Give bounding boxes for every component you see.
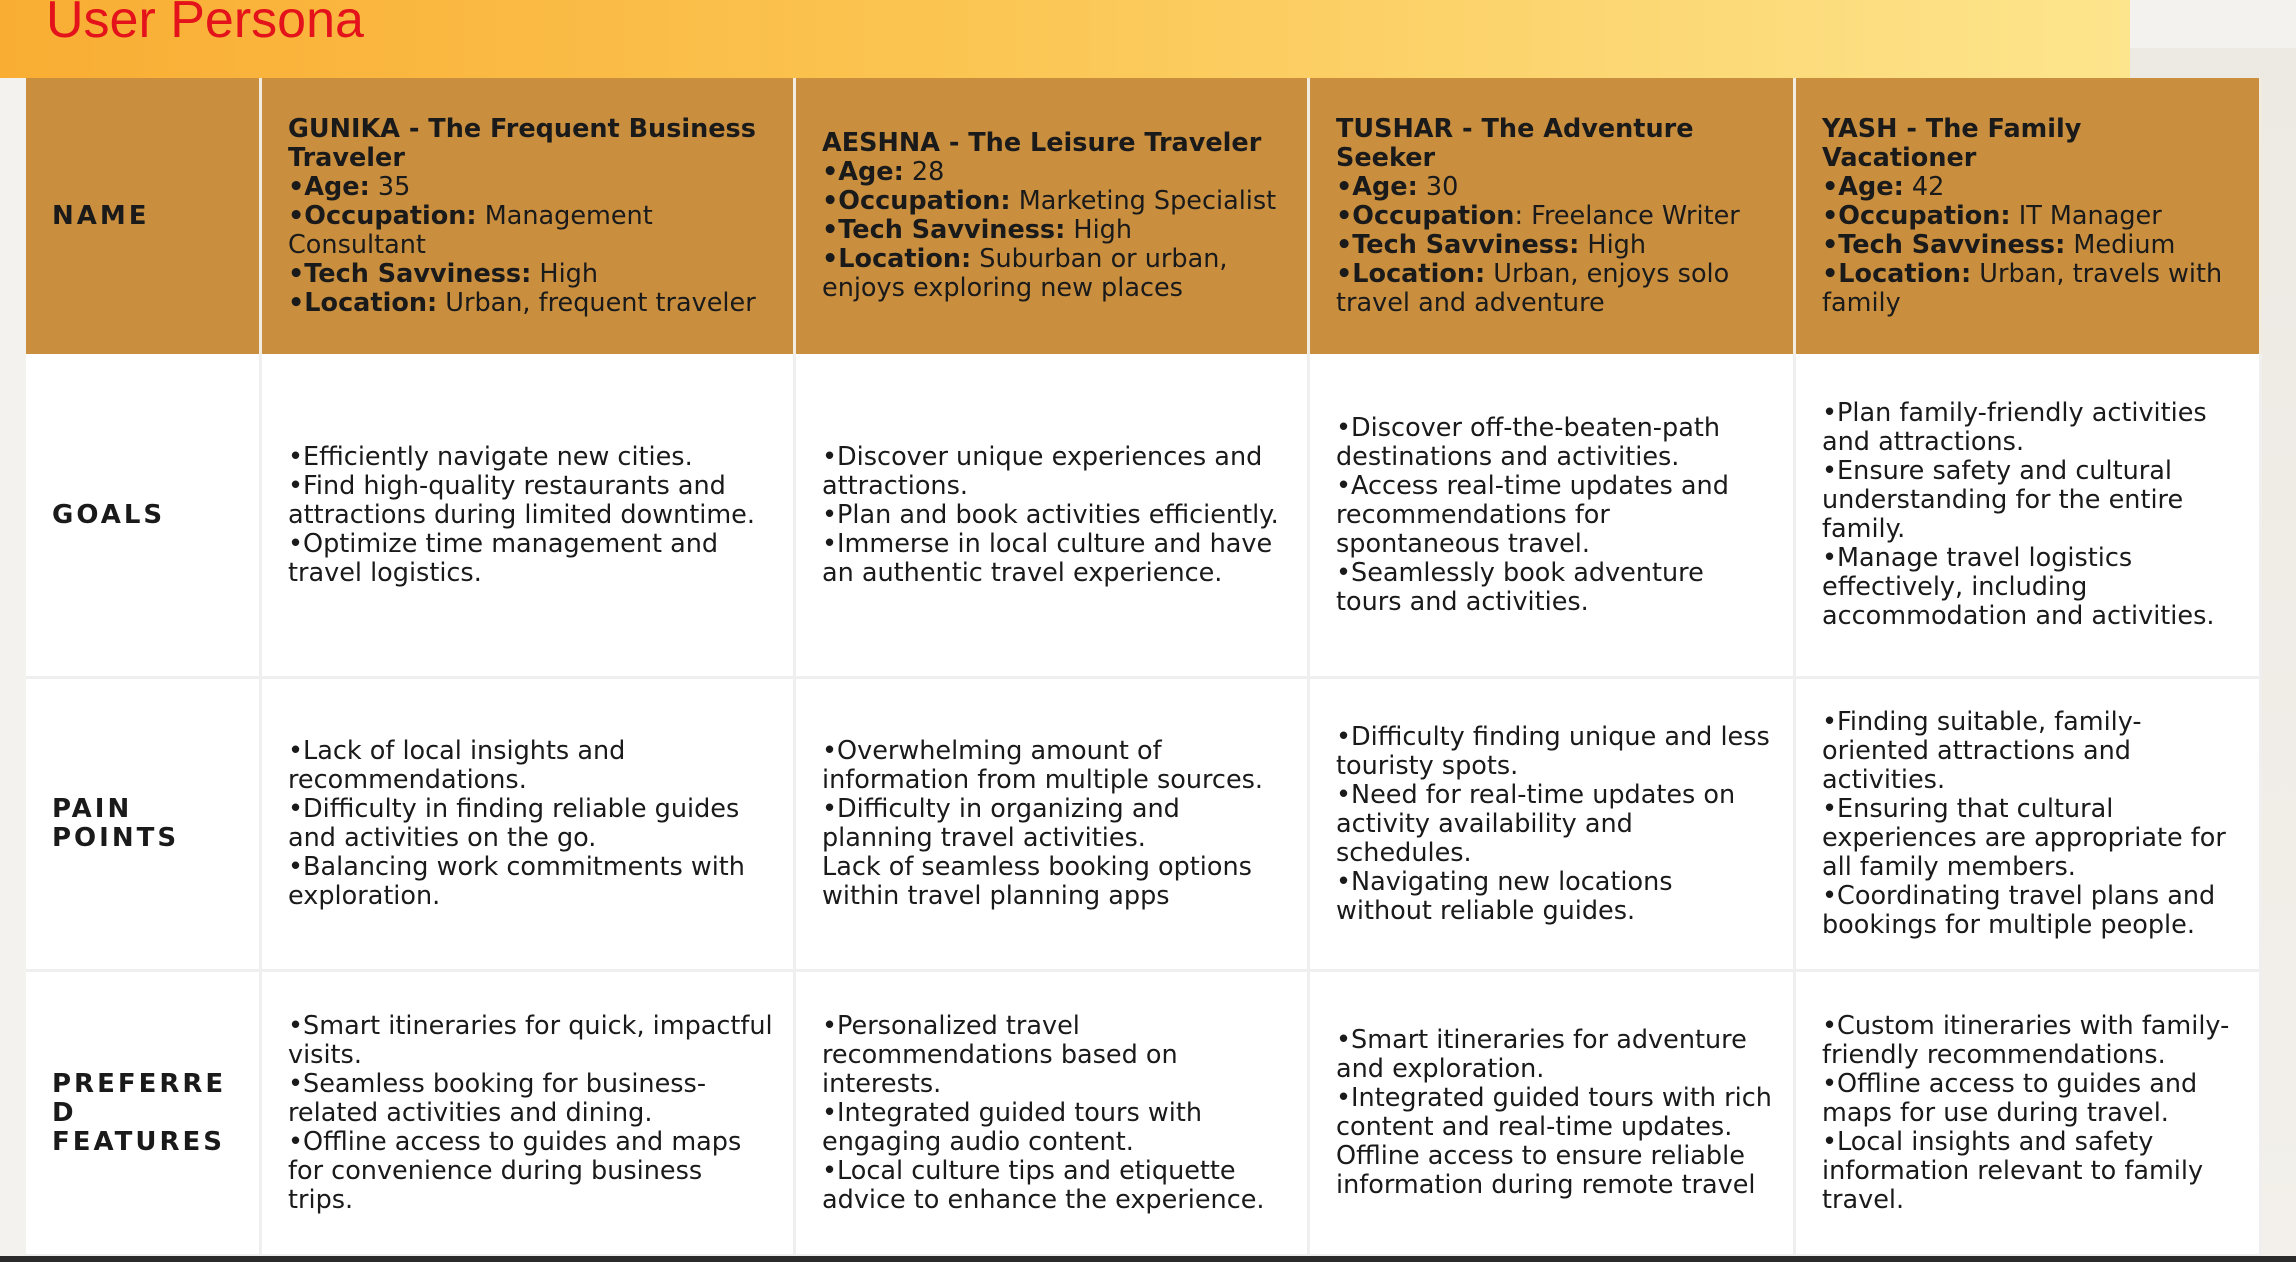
row-label-text: PAIN xyxy=(52,794,133,824)
feature-item: •Integrated guided tours with engaging audio content. xyxy=(822,1097,1203,1157)
persona-attr xyxy=(288,202,773,260)
row-label-text: FEATURES xyxy=(52,1126,225,1157)
attr-key: •Location: xyxy=(1822,258,1972,289)
features-cell xyxy=(1796,972,2262,1257)
pain-point-item: •Navigating new locations without reliable guides. xyxy=(1336,866,1673,926)
attr-key: •Age: xyxy=(1822,171,1904,202)
row-label-text: PREFERRED xyxy=(52,1068,227,1128)
pain-point-item: •Finding suitable, family-oriented attractions and activities. xyxy=(1822,707,2142,795)
goal-item: •Access real-time updates and recommendations for spontaneous travel. xyxy=(1336,470,1729,559)
attr-value: Marketing Specialist xyxy=(1010,186,1277,216)
persona-name: GUNIKA - The Frequent Business Traveler xyxy=(288,113,756,173)
persona-header-yash xyxy=(1796,78,2262,354)
row-label-preferred-features xyxy=(26,972,262,1257)
feature-item: •Seamless booking for business-related activities and dining. xyxy=(288,1068,707,1128)
row-label-text: NAME xyxy=(52,200,150,231)
feature-item: •Personalized travel recommendations based on interests. xyxy=(822,1010,1178,1099)
attr-key: •Age: xyxy=(1336,171,1418,202)
pain-point-item: •Difficulty in organizing and planning travel activities. xyxy=(822,794,1180,853)
pain-points-cell xyxy=(1310,679,1796,972)
persona-attr xyxy=(288,260,773,289)
attr-key: •Age: xyxy=(822,157,904,187)
attr-value: High xyxy=(531,258,599,289)
persona-header-aeshna xyxy=(796,78,1310,354)
persona-header-tushar xyxy=(1310,78,1796,354)
persona-attr xyxy=(288,173,773,202)
pain-point-item: •Difficulty in finding reliable guides and activities on the go. xyxy=(288,794,740,853)
goal-item: •Discover off-the-beaten-path destinations and activities. xyxy=(1336,412,1720,472)
pain-point-item: •Ensuring that cultural experiences are appropriate for all family members. xyxy=(1822,794,2226,882)
feature-item: •Smart itineraries for quick, impactful visits. xyxy=(288,1010,773,1070)
pain-point-item: Lack of seamless booking options within travel planning apps xyxy=(822,852,1252,911)
goal-item: •Plan and book activities efficiently. xyxy=(822,499,1279,530)
attr-value: Management Consultant xyxy=(288,200,653,260)
feature-item: •Local culture tips and etiquette advice to enhance the experience. xyxy=(822,1155,1265,1215)
preferred-features-row xyxy=(26,972,2262,1257)
pain-point-item: •Overwhelming amount of information from multiple sources. xyxy=(822,736,1264,795)
goal-item: •Ensure safety and cultural understanding for the entire family. xyxy=(1822,456,2184,544)
pain-point-item: •Coordinating travel plans and bookings for multiple people. xyxy=(1822,881,2216,940)
feature-item: •Offline access to guides and maps for use during travel. xyxy=(1822,1068,2198,1128)
persona-attr xyxy=(1822,260,2239,318)
pain-point-item: •Lack of local insights and recommendations. xyxy=(288,736,626,795)
persona-attr xyxy=(1822,202,2239,231)
persona-header-gunika xyxy=(262,78,796,354)
features-cell xyxy=(1310,972,1796,1257)
row-label-name xyxy=(26,78,262,354)
name-row xyxy=(26,78,2262,354)
feature-item: •Offline access to guides and maps for convenience during business trips. xyxy=(288,1126,742,1215)
attr-value: 35 xyxy=(369,171,411,202)
row-label-pain-points xyxy=(26,679,262,972)
bottom-border xyxy=(0,1256,2296,1262)
pain-points-cell xyxy=(1796,679,2262,972)
attr-key: •Tech Savviness: xyxy=(822,215,1066,245)
persona-attr xyxy=(1822,173,2239,202)
attr-key: •Occupation: xyxy=(822,186,1011,216)
persona-attr xyxy=(1336,173,1773,202)
attr-value: : Freelance Writer xyxy=(1514,200,1740,231)
attr-value: Suburban or urban, enjoys exploring new places xyxy=(822,244,1228,303)
goal-item: •Discover unique experiences and attractions. xyxy=(822,441,1263,501)
attr-key: •Location: xyxy=(288,287,438,318)
persona-attr xyxy=(1822,231,2239,260)
goal-item: •Seamlessly book adventure tours and activities. xyxy=(1336,557,1704,617)
attr-value: Urban, travels with family xyxy=(1822,258,2223,318)
attr-value: Urban, enjoys solo travel and adventure xyxy=(1336,258,1730,318)
pain-point-item: •Need for real-time updates on activity availability and schedules. xyxy=(1336,779,1736,868)
pain-points-row xyxy=(26,679,2262,972)
attr-value: High xyxy=(1065,215,1133,245)
features-cell xyxy=(262,972,796,1257)
attr-value: Medium xyxy=(2065,229,2176,260)
attr-value: 28 xyxy=(903,157,945,187)
attr-key: •Age: xyxy=(288,171,370,202)
pain-points-cell xyxy=(796,679,1310,972)
goal-item: •Immerse in local culture and have an authentic travel experience. xyxy=(822,528,1273,588)
persona-attr xyxy=(822,216,1287,245)
persona-attr xyxy=(1336,202,1773,231)
row-label-goals xyxy=(26,354,262,679)
persona-attr xyxy=(822,187,1287,216)
goals-cell xyxy=(262,354,796,679)
persona-attr xyxy=(288,289,773,318)
features-cell xyxy=(796,972,1310,1257)
attr-value: High xyxy=(1579,229,1647,260)
attr-key: •Location: xyxy=(822,244,972,274)
attr-value: 30 xyxy=(1417,171,1459,202)
feature-item: •Integrated guided tours with rich content and real-time updates. xyxy=(1336,1083,1772,1142)
attr-key: •Occupation: xyxy=(288,200,477,231)
attr-value: IT Manager xyxy=(2010,200,2162,231)
goals-cell xyxy=(1796,354,2262,679)
goals-cell xyxy=(1310,354,1796,679)
persona-table xyxy=(26,78,2262,1257)
feature-item: •Custom itineraries with family-friendly recommendations. xyxy=(1822,1010,2230,1070)
persona-attr xyxy=(822,245,1287,303)
goal-item: •Optimize time management and travel logistics. xyxy=(288,528,719,588)
row-label-text: GOALS xyxy=(52,499,166,530)
persona-name: YASH - The Family Vacationer xyxy=(1822,113,2082,173)
attr-value: Urban, frequent traveler xyxy=(437,287,756,318)
feature-item: Offline access to ensure reliable information during remote travel xyxy=(1336,1141,1756,1200)
page-title: User Persona xyxy=(46,0,364,49)
attr-key: •Tech Savviness: xyxy=(1336,229,1580,260)
feature-item: •Local insights and safety information relevant to family travel. xyxy=(1822,1126,2204,1215)
pain-points-cell xyxy=(262,679,796,972)
goal-item: •Find high-quality restaurants and attractions during limited downtime. xyxy=(288,470,755,530)
persona-attr xyxy=(1336,260,1773,318)
attr-key: •Occupation: xyxy=(1822,200,2011,231)
attr-key: •Occupation xyxy=(1336,200,1515,231)
pain-point-item: •Difficulty finding unique and less touristy spots. xyxy=(1336,721,1770,781)
title-banner xyxy=(0,0,2130,78)
goal-item: •Efficiently navigate new cities. xyxy=(288,441,693,472)
goals-row xyxy=(26,354,2262,679)
persona-attr xyxy=(822,158,1287,187)
goal-item: •Plan family-friendly activities and attractions. xyxy=(1822,398,2207,457)
goal-item: •Manage travel logistics effectively, including accommodation and activities. xyxy=(1822,543,2215,631)
persona-name: TUSHAR - The Adventure Seeker xyxy=(1336,113,1694,173)
attr-value: 42 xyxy=(1903,171,1945,202)
persona-attr xyxy=(1336,231,1773,260)
attr-key: •Tech Savviness: xyxy=(288,258,532,289)
feature-item: •Smart itineraries for adventure and exploration. xyxy=(1336,1025,1747,1084)
pain-point-item: •Balancing work commitments with exploration. xyxy=(288,852,745,911)
goals-cell xyxy=(796,354,1310,679)
persona-name: AESHNA - The Leisure Traveler xyxy=(822,128,1262,158)
attr-key: •Location: xyxy=(1336,258,1486,289)
attr-key: •Tech Savviness: xyxy=(1822,229,2066,260)
row-label-text: POINTS xyxy=(52,823,180,853)
